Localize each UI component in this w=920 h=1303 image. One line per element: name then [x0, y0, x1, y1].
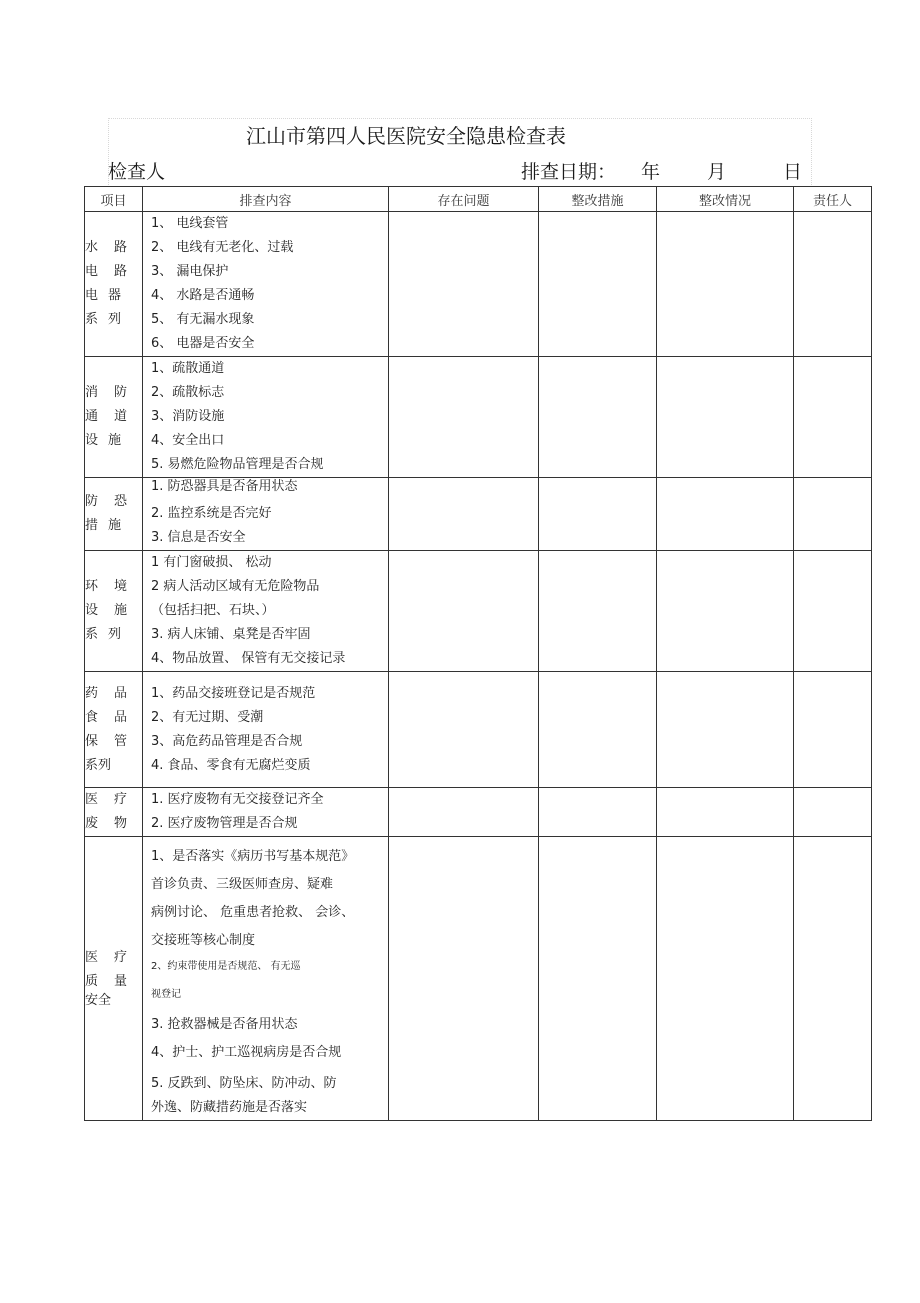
table-row — [85, 672, 872, 788]
category-char: 废 — [85, 816, 99, 831]
date-month-label: 月 — [707, 161, 727, 183]
category-char: 环 — [85, 579, 99, 594]
date-day-label: 日 — [783, 161, 803, 183]
category-line — [85, 308, 127, 332]
check-item: 2、约束带使用是否规范、 有无巡 — [151, 961, 301, 972]
category-cell — [85, 357, 143, 478]
category-char: 电 — [85, 288, 99, 303]
category-line — [85, 754, 127, 778]
header-measures: 整改措施 — [539, 187, 657, 212]
measures-cell[interactable] — [539, 357, 657, 478]
table-row — [85, 357, 872, 478]
category-char: 量 — [113, 973, 127, 989]
check-item: 3、 漏电保护 — [151, 264, 229, 279]
check-item: 5. 反跌到、防坠床、防冲动、防 — [151, 1076, 337, 1091]
category-cell — [85, 212, 143, 357]
category-char: 防 — [85, 494, 99, 509]
check-item: 2、疏散标志 — [151, 385, 225, 400]
owner-cell[interactable] — [794, 551, 872, 672]
owner-cell[interactable] — [794, 837, 872, 1121]
table-row — [85, 837, 872, 1121]
category-char: 设 — [85, 603, 99, 618]
header-content: 排查内容 — [143, 187, 389, 212]
header-category: 项目 — [85, 187, 143, 212]
status-cell[interactable] — [657, 788, 794, 837]
check-item: 3、消防设施 — [151, 409, 225, 424]
issues-cell[interactable] — [389, 672, 539, 788]
document-title: 江山市第四人民医院安全隐患检查表 — [246, 124, 566, 148]
category-line — [85, 429, 127, 453]
check-item: 1. 医疗废物有无交接登记齐全 — [151, 792, 324, 807]
category-char: 疗 — [113, 949, 127, 965]
check-item: 5. 易燃危险物品管理是否合规 — [151, 457, 324, 472]
category-line — [85, 788, 127, 812]
category-cell — [85, 837, 143, 1121]
status-cell[interactable] — [657, 837, 794, 1121]
owner-cell[interactable] — [794, 788, 872, 837]
category-line — [85, 812, 127, 836]
check-item: 3. 信息是否安全 — [151, 530, 246, 545]
category-char: 系 — [85, 312, 99, 327]
category-char: 物 — [113, 816, 127, 831]
check-item: 3. 抢救器械是否备用状态 — [151, 1017, 298, 1032]
check-item: 视登记 — [151, 989, 181, 1000]
measures-cell[interactable] — [539, 478, 657, 551]
category-line — [85, 946, 127, 970]
header-issues: 存在问题 — [389, 187, 539, 212]
check-item: 3. 病人床铺、桌凳是否牢固 — [151, 627, 311, 642]
table-row — [85, 212, 872, 357]
header-status: 整改情况 — [657, 187, 794, 212]
check-item: 4、 水路是否通畅 — [151, 288, 255, 303]
category-char: 系 — [85, 627, 99, 642]
check-item: 1、疏散通道 — [151, 361, 225, 376]
status-cell[interactable] — [657, 212, 794, 357]
issues-cell[interactable] — [389, 837, 539, 1121]
category-cell — [85, 788, 143, 837]
category-char: 系列 — [85, 757, 112, 773]
check-item: 1、是否落实《病历书写基本规范》 — [151, 849, 355, 864]
table-row — [85, 788, 872, 837]
issues-cell[interactable] — [389, 357, 539, 478]
category-line — [85, 970, 127, 994]
category-line — [85, 236, 127, 260]
category-char: 施 — [108, 433, 122, 448]
category-line — [85, 260, 127, 284]
check-item: 外逸、防藏措药施是否落实 — [151, 1100, 308, 1115]
check-item: 2、 电线有无老化、过载 — [151, 240, 294, 255]
category-char: 措 — [85, 518, 99, 533]
measures-cell[interactable] — [539, 212, 657, 357]
table-row — [85, 551, 872, 672]
check-item: 首诊负责、三级医师查房、疑难 — [151, 877, 334, 892]
status-cell[interactable] — [657, 357, 794, 478]
category-char: 水 — [85, 240, 99, 255]
category-line — [85, 381, 127, 405]
table-row — [85, 478, 872, 551]
category-char: 管 — [113, 733, 127, 749]
category-line — [85, 623, 127, 647]
date-label: 排查日期： — [521, 161, 617, 183]
category-char: 道 — [113, 409, 127, 424]
category-char: 恐 — [113, 494, 127, 509]
category-char: 防 — [113, 385, 127, 400]
check-item: 6、 电器是否安全 — [151, 336, 255, 351]
category-char: 境 — [113, 579, 127, 594]
category-char: 路 — [113, 240, 127, 255]
check-item: 1、 电线套管 — [151, 216, 229, 231]
table-header-row — [85, 187, 872, 212]
owner-cell[interactable] — [794, 212, 872, 357]
category-char: 品 — [113, 709, 127, 725]
check-item: 5、 有无漏水现象 — [151, 312, 255, 327]
category-line — [85, 405, 127, 429]
category-line — [85, 284, 127, 308]
check-item: 4、护士、护工巡视病房是否合规 — [151, 1045, 342, 1060]
inspector-label: 检查人 — [108, 161, 166, 183]
category-char: 施 — [113, 603, 127, 618]
check-item: 4. 食品、零食有无腐烂变质 — [151, 757, 311, 773]
owner-cell[interactable] — [794, 357, 872, 478]
check-item: 2. 监控系统是否完好 — [151, 506, 272, 521]
check-item: 1、药品交接班登记是否规范 — [151, 685, 316, 701]
category-char: 食 — [85, 709, 99, 725]
status-cell[interactable] — [657, 478, 794, 551]
check-item: （包括扫把、石块、） — [151, 603, 275, 618]
check-item: 4、安全出口 — [151, 433, 225, 448]
measures-cell[interactable] — [539, 672, 657, 788]
measures-cell[interactable] — [539, 788, 657, 837]
category-char: 医 — [85, 949, 99, 965]
owner-cell[interactable] — [794, 672, 872, 788]
issues-cell[interactable] — [389, 212, 539, 357]
inspection-table — [84, 186, 872, 1121]
check-item: 1 有门窗破损、 松动 — [151, 555, 272, 570]
category-char: 品 — [113, 685, 127, 701]
measures-cell[interactable] — [539, 551, 657, 672]
content-cell — [143, 478, 389, 551]
header-owner: 责任人 — [794, 187, 872, 212]
content-cell — [143, 357, 389, 478]
content-cell — [143, 788, 389, 837]
date-year-label: 年 — [641, 161, 661, 183]
content-cell — [143, 212, 389, 357]
category-char: 列 — [108, 627, 122, 642]
issues-cell[interactable] — [389, 478, 539, 551]
content-cell — [143, 837, 389, 1121]
check-item: 4、物品放置、 保管有无交接记录 — [151, 651, 346, 666]
category-line — [85, 514, 127, 538]
category-cell — [85, 672, 143, 788]
check-item: 2 病人活动区域有无危险物品 — [151, 579, 320, 594]
category-char: 质 — [85, 973, 99, 989]
issues-cell[interactable] — [389, 788, 539, 837]
category-char: 路 — [113, 264, 127, 279]
check-item: 2. 医疗废物管理是否合规 — [151, 816, 298, 831]
category-cell — [85, 478, 143, 551]
category-char: 设 — [85, 433, 99, 448]
category-char: 医 — [85, 792, 99, 807]
category-char: 药 — [85, 685, 99, 701]
category-char: 通 — [85, 409, 99, 424]
category-char: 保 — [85, 733, 99, 749]
issues-cell[interactable] — [389, 551, 539, 672]
category-line — [85, 682, 127, 706]
check-item: 1. 防恐器具是否备用状态 — [151, 479, 298, 494]
category-line — [85, 994, 127, 1012]
category-line — [85, 599, 127, 623]
category-char: 安全 — [85, 992, 112, 1008]
check-item: 交接班等核心制度 — [151, 933, 256, 948]
measures-cell[interactable] — [539, 837, 657, 1121]
category-line — [85, 575, 127, 599]
content-cell — [143, 672, 389, 788]
check-item: 3、高危药品管理是否合规 — [151, 733, 303, 749]
owner-cell[interactable] — [794, 478, 872, 551]
category-cell — [85, 551, 143, 672]
category-line — [85, 490, 127, 514]
check-item: 病例讨论、 危重患者抢救、 会诊、 — [151, 905, 355, 920]
check-item: 2、有无过期、受潮 — [151, 709, 264, 725]
category-char: 施 — [108, 518, 122, 533]
category-line — [85, 706, 127, 730]
category-char: 疗 — [113, 792, 127, 807]
category-char: 消 — [85, 385, 99, 400]
category-char: 列 — [108, 312, 122, 327]
category-line — [85, 730, 127, 754]
status-cell[interactable] — [657, 551, 794, 672]
category-char: 器 — [108, 288, 122, 303]
category-char: 电 — [85, 264, 99, 279]
content-cell — [143, 551, 389, 672]
status-cell[interactable] — [657, 672, 794, 788]
